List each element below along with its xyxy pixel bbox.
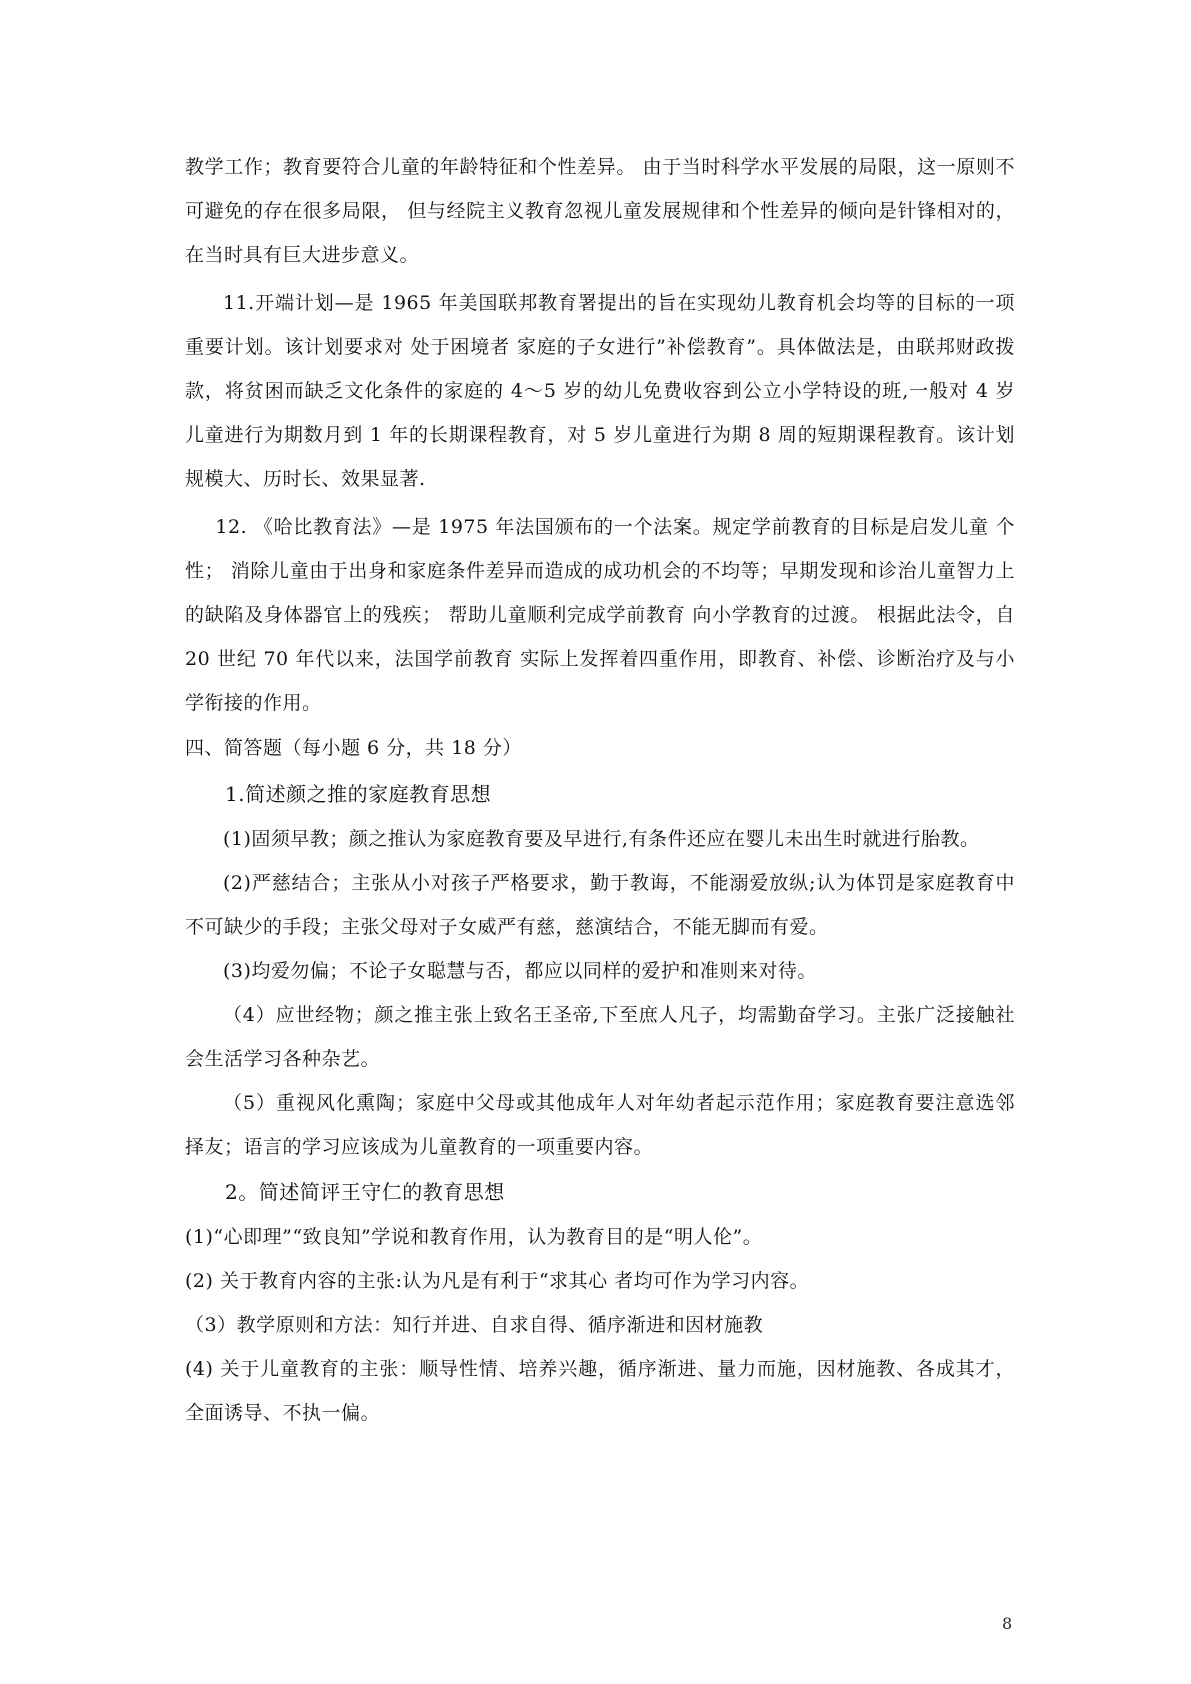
- q1-point-5: （5）重视风化熏陶；家庭中父母或其他成年人对年幼者起示范作用；家庭教育要注意选邻择友；语言的学习应该成为儿童教育的一项重要内容。: [185, 1092, 1015, 1158]
- q1-point-1: (1)固须早教；颜之推认为家庭教育要及早进行,有条件还应在婴儿未出生时就进行胎教。: [223, 828, 980, 850]
- q1-point-4: （4）应世经物；颜之推主张上致名王圣帝,下至庶人凡子，均需勤奋学习。主张广泛接触社会生活学习各种杂艺。: [185, 1004, 1015, 1070]
- continued-paragraph: 教学工作；教育要符合儿童的年龄特征和个性差异。 由于当时科学水平发展的局限，这一原则不可避免的存在很多局限， 但与经院主义教育忽视儿童发展规律和个性差异的倾向是针锋相对的，在当时具有巨大进步意义。: [185, 156, 1015, 266]
- q2-point-4: (4) 关于儿童教育的主张：顺导性情、培养兴趣，循序渐进、量力而施，因材施教、各成其才，全面诱导、不执一偏。: [185, 1358, 1015, 1424]
- page-number: 8: [1002, 1614, 1013, 1633]
- paragraph-11-head-start: 11.开端计划—是 1965 年美国联邦教育署提出的旨在实现幼儿教育机会均等的目标的一项重要计划。该计划要求对 处于困境者 家庭的子女进行”补偿教育”。具体做法是，由联邦财政拨款，将贫困而缺乏文化条件的家庭的 4～5 岁的幼儿免费收容到公立小学特设的班,一般对 4 岁儿童进行为期数月到 1 年的长期课程教育，对 5 岁儿童进行为期 8 周的短期课程教育。该计划规模大、历时长、效果显著.: [185, 292, 1015, 490]
- q1-point-2: (2)严慈结合；主张从小对孩子严格要求，勤于教诲，不能溺爱放纵;认为体罚是家庭教育中不可缺少的手段；主张父母对子女威严有慈，慈演结合，不能无脚而有爱。: [185, 872, 1015, 938]
- q2-point-2: (2) 关于教育内容的主张:认为凡是有利于“求其心 者均可作为学习内容。: [185, 1270, 810, 1292]
- page-content: [185, 145, 1015, 1435]
- q2-point-3: （3）教学原则和方法：知行并进、自求自得、循序渐进和因材施教: [185, 1314, 764, 1336]
- question-1-title: 1.简述颜之推的家庭教育思想: [225, 782, 492, 806]
- q1-point-3: (3)均爱勿偏；不论子女聪慧与否，都应以同样的爱护和准则来对待。: [223, 960, 817, 982]
- paragraph-12-haby-law: 12. 《哈比教育法》—是 1975 年法国颁布的一个法案。规定学前教育的目标是启发儿童 个性； 消除儿童由于出身和家庭条件差异而造成的成功机会的不均等；早期发现和诊治儿童智力上的缺陷及身体器官上的残疾； 帮助儿童顺利完成学前教育 向小学教育的过渡。 根据此法令，自 20 世纪 70 年代以来，法国学前教育 实际上发挥着四重作用，即教育、补偿、诊断治疗及与小学衔接的作用。: [185, 516, 1015, 714]
- q2-point-1: (1)“心即理”“致良知”学说和教育作用，认为教育目的是“明人伦”。: [185, 1226, 763, 1248]
- section-heading: 四、简答题（每小题 6 分，共 18 分）: [185, 737, 522, 759]
- question-2-title: 2。简述简评王守仁的教育思想: [225, 1180, 505, 1204]
